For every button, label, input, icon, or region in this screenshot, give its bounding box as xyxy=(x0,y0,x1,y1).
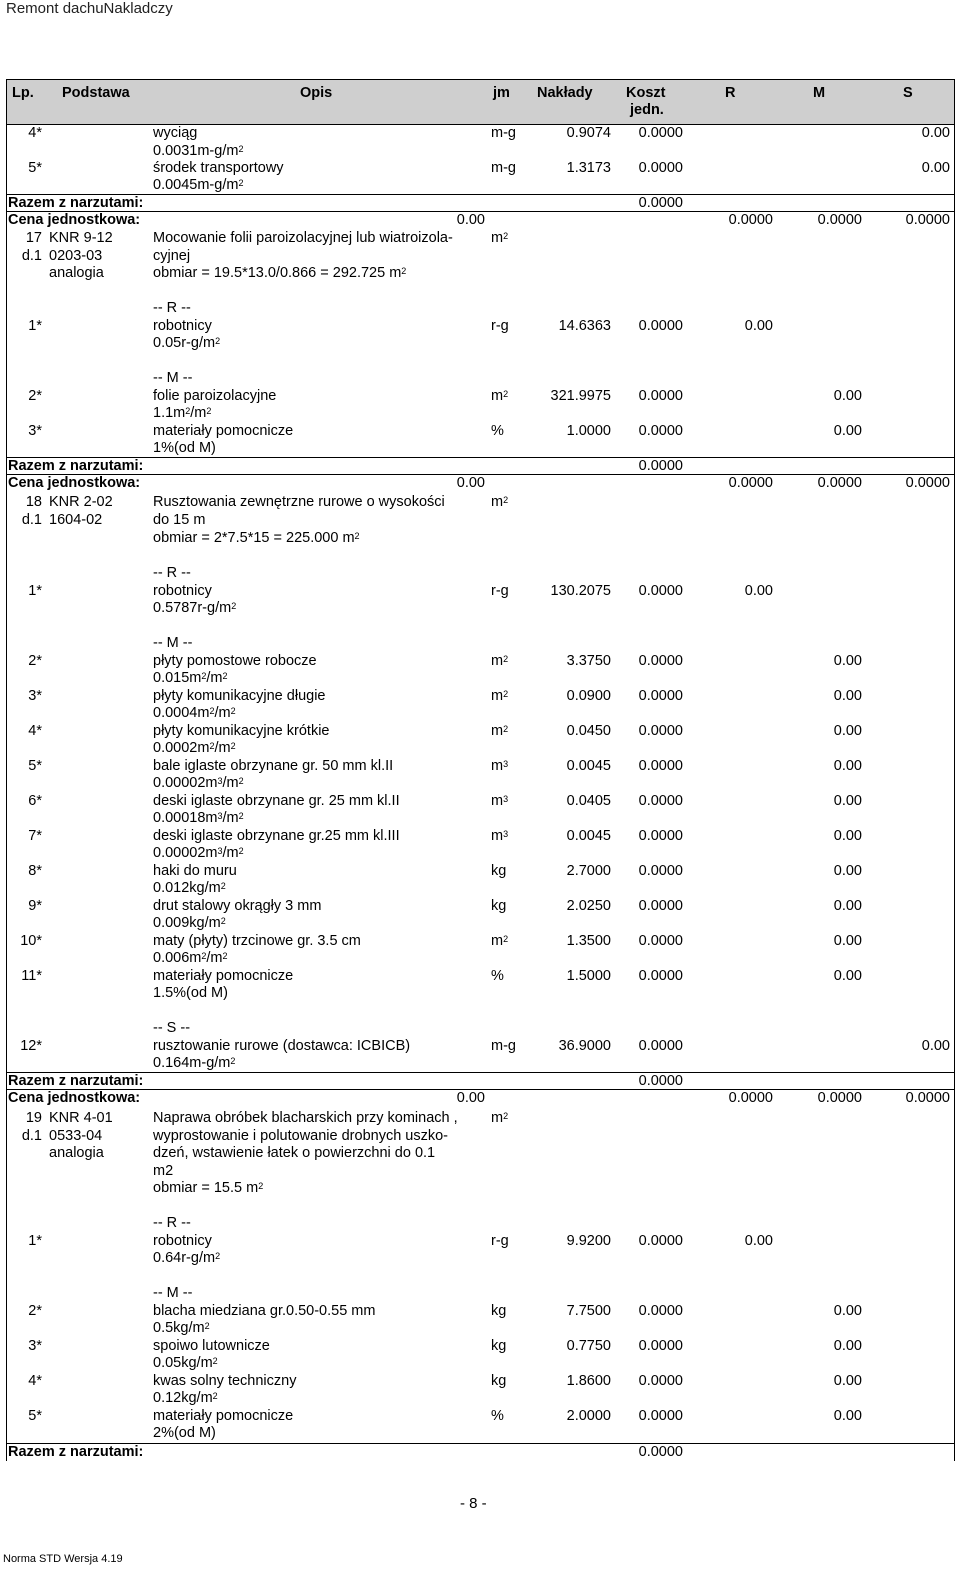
table-header xyxy=(6,79,954,124)
koszt-cell: 0.0000 xyxy=(638,1303,683,1319)
opis-cell: $0.0045m-g/m^2$ xyxy=(153,177,244,193)
lp-cell: 3* xyxy=(28,1338,42,1354)
page-number: - 8 - xyxy=(460,1495,487,1512)
opis-cell: obmiar = 19.5*13.0/0.866 = 292.725 $m^2$ xyxy=(153,265,407,281)
opis-cell: obmiar = 15.5 $m^2$ xyxy=(153,1180,264,1196)
lp-cell: 1* xyxy=(28,318,42,334)
koszt-cell: 0.0000 xyxy=(638,653,683,669)
jm-cell: $m^2$ xyxy=(491,933,509,949)
m-cell: 0.00 xyxy=(833,388,862,404)
lp-cell: 1* xyxy=(28,1233,42,1249)
cena-value: 0.00 xyxy=(456,212,485,228)
jm-cell: m-g xyxy=(491,125,516,141)
opis-cell: $0.05kg/m^2$ xyxy=(153,1355,218,1371)
opis-cell: $0.0031m-g/m^2$ xyxy=(153,143,244,159)
lp-cell: 18 xyxy=(25,494,42,510)
opis-cell: drut stalowy okrągły 3 mm xyxy=(153,898,322,914)
lp-cell: 3* xyxy=(28,423,42,439)
s-value: 0.0000 xyxy=(905,212,950,228)
jm-cell: $m^3$ xyxy=(491,758,509,774)
naklady-cell: 1.8600 xyxy=(566,1373,611,1389)
lp-cell: 5* xyxy=(28,758,42,774)
r-value: 0.0000 xyxy=(728,475,773,491)
opis-cell: Mocowanie folii paroizolacyjnej lub wiatroizola- xyxy=(153,230,453,246)
cena-label: Cena jednostkowa: xyxy=(8,1090,141,1106)
podstawa-cell: 0533-04 xyxy=(49,1128,103,1144)
koszt-cell: 0.0000 xyxy=(638,828,683,844)
opis-cell: deski iglaste obrzynane gr.25 mm kl.III xyxy=(153,828,400,844)
opis-cell: haki do muru xyxy=(153,863,237,879)
r-value: 0.0000 xyxy=(728,212,773,228)
koszt-value: 0.0000 xyxy=(638,1073,683,1089)
opis-cell: -- S -- xyxy=(153,1020,191,1036)
koszt-cell: 0.0000 xyxy=(638,758,683,774)
lp-cell: 12* xyxy=(20,1038,42,1054)
r-cell: 0.00 xyxy=(744,1233,773,1249)
m-cell: 0.00 xyxy=(833,1303,862,1319)
table-top-border xyxy=(6,79,954,80)
cena-value: 0.00 xyxy=(456,475,485,491)
naklady-cell: 0.0450 xyxy=(566,723,611,739)
jm-cell: $m^2$ xyxy=(491,230,509,246)
koszt-cell: 0.0000 xyxy=(638,388,683,404)
lp-cell: 11* xyxy=(21,968,42,984)
koszt-cell: 0.0000 xyxy=(638,793,683,809)
jm-cell: kg xyxy=(491,1373,507,1389)
col-header-naklady: Nakłady xyxy=(537,85,593,101)
opis-cell: $0.00018m^3/m^2$ xyxy=(153,810,244,826)
opis-cell: 1%(od M) xyxy=(153,440,216,456)
koszt-cell: 0.0000 xyxy=(638,423,683,439)
koszt-value: 0.0000 xyxy=(638,458,683,474)
jm-cell: $m^2$ xyxy=(491,653,509,669)
opis-cell: 2%(od M) xyxy=(153,1425,216,1441)
app-title: Remont dachuNakladczy xyxy=(6,0,173,17)
software-version: Norma STD Wersja 4.19 xyxy=(3,1553,123,1565)
opis-cell: kwas solny techniczny xyxy=(153,1373,297,1389)
podstawa-cell: KNR 4-01 xyxy=(49,1110,113,1126)
naklady-cell: 1.5000 xyxy=(566,968,611,984)
s-cell: 0.00 xyxy=(921,125,950,141)
naklady-cell: 9.9200 xyxy=(566,1233,611,1249)
opis-cell: Rusztowania zewnętrzne rurowe o wysokości xyxy=(153,494,445,510)
jm-cell: $m^2$ xyxy=(491,388,509,404)
naklady-cell: 0.7750 xyxy=(566,1338,611,1354)
opis-cell: m2 xyxy=(153,1163,174,1179)
opis-cell: -- M -- xyxy=(153,1285,193,1301)
jm-cell: kg xyxy=(491,863,507,879)
opis-cell: rusztowanie rurowe (dostawca: ICBICB) xyxy=(153,1038,411,1054)
koszt-cell: 0.0000 xyxy=(638,1373,683,1389)
lp-cell: 4* xyxy=(28,723,42,739)
m-cell: 0.00 xyxy=(833,1338,862,1354)
r-cell: 0.00 xyxy=(744,318,773,334)
opis-cell: $0.05r-g/m^2$ xyxy=(153,335,221,351)
lp-cell: 7* xyxy=(28,828,42,844)
opis-cell: -- R -- xyxy=(153,300,191,316)
podstawa-cell: KNR 2-02 xyxy=(49,494,113,510)
opis-cell: $0.0004m^2/m^2$ xyxy=(153,705,236,721)
opis-cell: $0.164m-g/m^2$ xyxy=(153,1055,236,1071)
m-cell: 0.00 xyxy=(833,423,862,439)
opis-cell: płyty komunikacyjne krótkie xyxy=(153,723,330,739)
opis-cell: $0.5kg/m^2$ xyxy=(153,1320,210,1336)
row-divider xyxy=(6,1072,954,1073)
koszt-cell: 0.0000 xyxy=(638,863,683,879)
opis-cell: $0.006m^2/m^2$ xyxy=(153,950,228,966)
lp-cell: 9* xyxy=(28,898,42,914)
naklady-cell: 2.7000 xyxy=(566,863,611,879)
m-cell: 0.00 xyxy=(833,653,862,669)
s-value: 0.0000 xyxy=(905,1090,950,1106)
lp-cell: 6* xyxy=(28,793,42,809)
opis-cell: materiały pomocnicze xyxy=(153,423,294,439)
opis-cell: spoiwo lutownicze xyxy=(153,1338,270,1354)
koszt-cell: 0.0000 xyxy=(638,1233,683,1249)
jm-cell: $m^2$ xyxy=(491,723,509,739)
opis-cell: robotnicy xyxy=(153,583,212,599)
naklady-cell: 2.0250 xyxy=(566,898,611,914)
jm-cell: m-g xyxy=(491,160,516,176)
m-value: 0.0000 xyxy=(817,212,862,228)
jm-cell: $m^2$ xyxy=(491,494,509,510)
jm-cell: $m^3$ xyxy=(491,828,509,844)
r-value: 0.0000 xyxy=(728,1090,773,1106)
m-cell: 0.00 xyxy=(833,863,862,879)
m-cell: 0.00 xyxy=(833,758,862,774)
naklady-cell: 2.0000 xyxy=(566,1408,611,1424)
koszt-cell: 0.0000 xyxy=(638,723,683,739)
cena-label: Cena jednostkowa: xyxy=(8,475,141,491)
col-header-podstawa: Podstawa xyxy=(62,85,130,101)
jm-cell: r-g xyxy=(491,583,509,599)
lp-cell: 17 xyxy=(25,230,42,246)
opis-cell: folie paroizolacyjne xyxy=(153,388,277,404)
naklady-cell: 0.9074 xyxy=(566,125,611,141)
koszt-cell: 0.0000 xyxy=(638,318,683,334)
row-divider xyxy=(6,457,954,458)
m-value: 0.0000 xyxy=(817,1090,862,1106)
jm-cell: $m^2$ xyxy=(491,1110,509,1126)
naklady-cell: 7.7500 xyxy=(566,1303,611,1319)
col-header-koszt: Koszt xyxy=(626,85,666,101)
razem-label: Razem z narzutami: xyxy=(8,458,144,474)
opis-cell: płyty pomostowe robocze xyxy=(153,653,317,669)
opis-cell: $0.015m^2/m^2$ xyxy=(153,670,228,686)
razem-label: Razem z narzutami: xyxy=(8,1444,144,1460)
opis-cell: $1.1m^2/m^2$ xyxy=(153,405,212,421)
m-cell: 0.00 xyxy=(833,933,862,949)
s-value: 0.0000 xyxy=(905,475,950,491)
m-value: 0.0000 xyxy=(817,475,862,491)
koszt-value: 0.0000 xyxy=(638,195,683,211)
opis-cell: $0.009kg/m^2$ xyxy=(153,915,226,931)
jm-cell: kg xyxy=(491,1303,507,1319)
naklady-cell: 321.9975 xyxy=(550,388,611,404)
s-cell: 0.00 xyxy=(921,160,950,176)
lp-cell: 1* xyxy=(28,583,42,599)
jm-cell: r-g xyxy=(491,1233,509,1249)
opis-cell: $0.12kg/m^2$ xyxy=(153,1390,218,1406)
lp-cell: d.1 xyxy=(21,1128,42,1144)
jm-cell: % xyxy=(491,423,504,439)
m-cell: 0.00 xyxy=(833,1408,862,1424)
opis-cell: $0.00002m^3/m^2$ xyxy=(153,845,244,861)
opis-cell: deski iglaste obrzynane gr. 25 mm kl.II xyxy=(153,793,400,809)
opis-cell: bale iglaste obrzynane gr. 50 mm kl.II xyxy=(153,758,394,774)
koszt-cell: 0.0000 xyxy=(638,160,683,176)
m-cell: 0.00 xyxy=(833,793,862,809)
lp-cell: 3* xyxy=(28,688,42,704)
naklady-cell: 1.3500 xyxy=(566,933,611,949)
koszt-cell: 0.0000 xyxy=(638,1338,683,1354)
jm-cell: r-g xyxy=(491,318,509,334)
col-header-m: M xyxy=(813,85,826,101)
opis-cell: obmiar = 2*7.5*15 = 225.000 $m^2$ xyxy=(153,530,360,546)
m-cell: 0.00 xyxy=(833,688,862,704)
opis-cell: $0.012kg/m^2$ xyxy=(153,880,226,896)
naklady-cell: 0.0045 xyxy=(566,828,611,844)
m-cell: 0.00 xyxy=(833,828,862,844)
row-divider xyxy=(6,194,954,195)
cena-value: 0.00 xyxy=(456,1090,485,1106)
koszt-value: 0.0000 xyxy=(638,1444,683,1460)
naklady-cell: 1.3173 xyxy=(566,160,611,176)
naklady-cell: 130.2075 xyxy=(550,583,611,599)
opis-cell: 1.5%(od M) xyxy=(153,985,228,1001)
koszt-cell: 0.0000 xyxy=(638,968,683,984)
opis-cell: -- M -- xyxy=(153,635,193,651)
razem-label: Razem z narzutami: xyxy=(8,1073,144,1089)
lp-cell: 8* xyxy=(28,863,42,879)
col-header-s: S xyxy=(903,85,913,101)
opis-cell: $0.5787r-g/m^2$ xyxy=(153,600,237,616)
naklady-cell: 0.0900 xyxy=(566,688,611,704)
cena-label: Cena jednostkowa: xyxy=(8,212,141,228)
col-header-koszt-jedn: jedn. xyxy=(630,102,664,118)
opis-cell: dzeń, wstawienie łatek o powierzchni do 0.1 xyxy=(153,1145,436,1161)
lp-cell: 4* xyxy=(28,1373,42,1389)
naklady-cell: 1.0000 xyxy=(566,423,611,439)
table-left-border xyxy=(6,79,7,1461)
opis-cell: blacha miedziana gr.0.50-0.55 mm xyxy=(153,1303,376,1319)
opis-cell: maty (płyty) trzcinowe gr. 3.5 cm xyxy=(153,933,361,949)
koszt-cell: 0.0000 xyxy=(638,583,683,599)
m-cell: 0.00 xyxy=(833,1373,862,1389)
lp-cell: 2* xyxy=(28,1303,42,1319)
lp-cell: 5* xyxy=(28,160,42,176)
naklady-cell: 3.3750 xyxy=(566,653,611,669)
opis-cell: robotnicy xyxy=(153,1233,212,1249)
opis-cell: materiały pomocnicze xyxy=(153,1408,294,1424)
col-header-lp: Lp. xyxy=(12,85,34,101)
jm-cell: % xyxy=(491,968,504,984)
s-cell: 0.00 xyxy=(921,1038,950,1054)
opis-cell: materiały pomocnicze xyxy=(153,968,294,984)
lp-cell: 5* xyxy=(28,1408,42,1424)
col-header-jm: jm xyxy=(493,85,510,101)
naklady-cell: 0.0045 xyxy=(566,758,611,774)
jm-cell: $m^3$ xyxy=(491,793,509,809)
row-divider xyxy=(6,1443,954,1444)
jm-cell: $m^2$ xyxy=(491,688,509,704)
opis-cell: -- M -- xyxy=(153,370,193,386)
koszt-cell: 0.0000 xyxy=(638,1408,683,1424)
naklady-cell: 36.9000 xyxy=(558,1038,611,1054)
opis-cell: cyjnej xyxy=(153,248,191,264)
lp-cell: 4* xyxy=(28,125,42,141)
jm-cell: kg xyxy=(491,898,507,914)
m-cell: 0.00 xyxy=(833,723,862,739)
table-right-border xyxy=(954,79,955,1461)
header-bottom-border xyxy=(6,124,954,125)
opis-cell: do 15 m xyxy=(153,512,206,528)
jm-cell: kg xyxy=(491,1338,507,1354)
naklady-cell: 14.6363 xyxy=(558,318,611,334)
lp-cell: d.1 xyxy=(21,512,42,528)
jm-cell: % xyxy=(491,1408,504,1424)
koszt-cell: 0.0000 xyxy=(638,688,683,704)
lp-cell: 10* xyxy=(20,933,42,949)
lp-cell: d.1 xyxy=(21,248,42,264)
koszt-cell: 0.0000 xyxy=(638,898,683,914)
lp-cell: 2* xyxy=(28,388,42,404)
m-cell: 0.00 xyxy=(833,968,862,984)
m-cell: 0.00 xyxy=(833,898,862,914)
opis-cell: wyciąg xyxy=(153,125,198,141)
podstawa-cell: analogia xyxy=(49,1145,104,1161)
podstawa-cell: 1604-02 xyxy=(49,512,103,528)
lp-cell: 2* xyxy=(28,653,42,669)
col-header-opis: Opis xyxy=(300,85,333,101)
lp-cell: 19 xyxy=(25,1110,42,1126)
razem-label: Razem z narzutami: xyxy=(8,195,144,211)
koszt-cell: 0.0000 xyxy=(638,1038,683,1054)
jm-cell: m-g xyxy=(491,1038,516,1054)
opis-cell: $0.00002m^3/m^2$ xyxy=(153,775,244,791)
opis-cell: wyprostowanie i polutowanie drobnych uszko- xyxy=(153,1128,448,1144)
col-header-r: R xyxy=(725,85,736,101)
opis-cell: $0.0002m^2/m^2$ xyxy=(153,740,236,756)
opis-cell: Naprawa obróbek blacharskich przy kominach , xyxy=(153,1110,458,1126)
koszt-cell: 0.0000 xyxy=(638,125,683,141)
podstawa-cell: 0203-03 xyxy=(49,248,103,264)
r-cell: 0.00 xyxy=(744,583,773,599)
podstawa-cell: analogia xyxy=(49,265,104,281)
podstawa-cell: KNR 9-12 xyxy=(49,230,113,246)
koszt-cell: 0.0000 xyxy=(638,933,683,949)
opis-cell: -- R -- xyxy=(153,1215,191,1231)
opis-cell: środek transportowy xyxy=(153,160,284,176)
opis-cell: -- R -- xyxy=(153,565,191,581)
opis-cell: $0.64r-g/m^2$ xyxy=(153,1250,221,1266)
opis-cell: robotnicy xyxy=(153,318,212,334)
opis-cell: płyty komunikacyjne długie xyxy=(153,688,326,704)
naklady-cell: 0.0405 xyxy=(566,793,611,809)
